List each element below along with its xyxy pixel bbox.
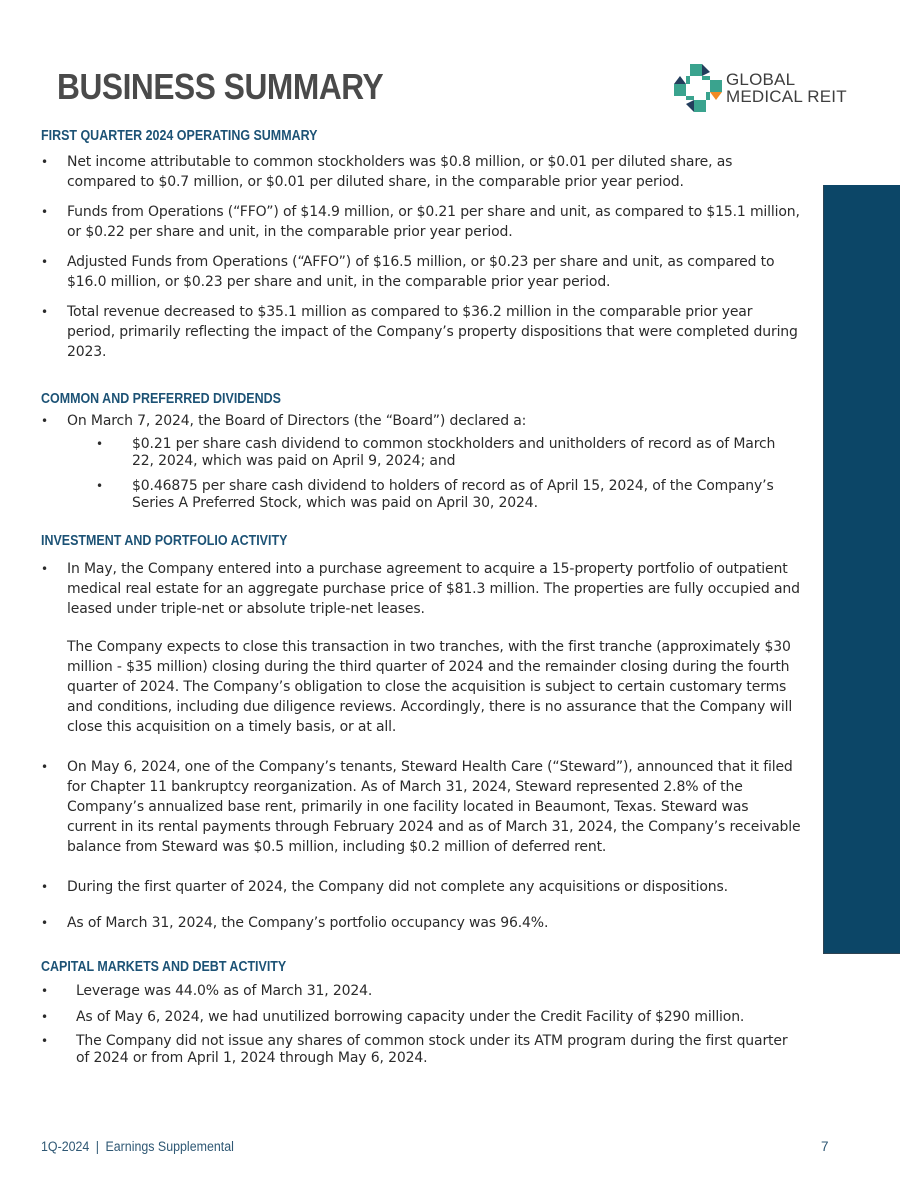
bullet-item: • Funds from Operations (“FFO”) of $14.9 million, or $0.21 per share and unit, as compared to $15.1 million, or $0.22 per share and unit, in the comparable prior year period. xyxy=(41,202,801,242)
section-operating-summary xyxy=(41,126,801,362)
footer-period: 1Q-2024 xyxy=(41,1139,90,1154)
page-footer xyxy=(41,1139,234,1154)
section-dividends xyxy=(41,389,801,512)
section-heading: INVESTMENT AND PORTFOLIO ACTIVITY xyxy=(41,533,288,549)
section-heading: COMMON AND PREFERRED DIVIDENDS xyxy=(41,391,281,407)
bullet-item: • On March 7, 2024, the Board of Directors (the “Board”) declared a: xyxy=(41,411,801,431)
sub-bullet-item: • $0.21 per share cash dividend to common stockholders and unitholders of record as of March 22, 2024, which was paid on April 9, 2024; and xyxy=(41,436,801,470)
document-body xyxy=(41,126,801,1067)
page-number: 7 xyxy=(821,1139,829,1154)
section-heading: CAPITAL MARKETS AND DEBT ACTIVITY xyxy=(41,959,287,975)
side-accent-block xyxy=(823,185,900,954)
bullet-continuation: The Company expects to close this transaction in two tranches, with the first tranche (approximately $30 million - $35 million) closing during the third quarter of 2024 and the remainder closing during the fourth quarter of 2024. The Company’s obligation to close the acquisition is subject to certain customary terms and conditions, including due diligence reviews. Accordingly, there is no assurance that the Company will close this acquisition on a timely basis, or at all. xyxy=(67,639,793,735)
logo-wordmark xyxy=(726,71,847,105)
bullet-item: • As of March 31, 2024, the Company’s portfolio occupancy was 96.4%. xyxy=(41,913,801,933)
bullet-item: • Total revenue decreased to $35.1 million as compared to $36.2 million in the comparable prior year period, primarily reflecting the impact of the Company’s property dispositions that were completed during 2023. xyxy=(41,302,801,362)
footer-label: Earnings Supplemental xyxy=(105,1139,234,1154)
bullet-item: • The Company did not issue any shares of common stock under its ATM program during the first quarter of 2024 or from April 1, 2024 through May 6, 2024. xyxy=(41,1033,801,1067)
page-title: BUSINESS SUMMARY xyxy=(57,66,384,107)
sub-bullet-item: • $0.46875 per share cash dividend to holders of record as of April 15, 2024, of the Company’s Series A Preferred Stock, which was paid on April 30, 2024. xyxy=(41,478,801,512)
footer-separator: | xyxy=(95,1139,100,1154)
bullet-item: • Adjusted Funds from Operations (“AFFO”) of $16.5 million, or $0.23 per share and unit, as compared to $16.0 million, or $0.23 per share and unit, in the comparable prior year period. xyxy=(41,252,801,292)
global-medical-reit-cross-logo-icon xyxy=(672,62,724,114)
section-capital-markets xyxy=(41,957,801,1067)
bullet-item: • As of May 6, 2024, we had unutilized borrowing capacity under the Credit Facility of $290 million. xyxy=(41,1007,801,1027)
logo-line-2: MEDICAL REIT xyxy=(726,87,847,106)
company-logo xyxy=(672,62,847,116)
bullet-item: • Leverage was 44.0% as of March 31, 2024. xyxy=(41,981,801,1001)
bullet-item: • Net income attributable to common stockholders was $0.8 million, or $0.01 per diluted share, as compared to $0.7 million, or $0.01 per diluted share, in the comparable prior year period. xyxy=(41,152,801,192)
section-heading: FIRST QUARTER 2024 OPERATING SUMMARY xyxy=(41,128,318,144)
bullet-item: • During the first quarter of 2024, the Company did not complete any acquisitions or dispositions. xyxy=(41,877,801,897)
section-investment-activity xyxy=(41,531,801,933)
bullet-item: • In May, the Company entered into a purchase agreement to acquire a 15-property portfolio of outpatient medical real estate for an aggregate purchase price of $81.3 million. The properties are fully occupied and leased under triple-net or absolute triple-net leases. xyxy=(41,559,801,619)
logo-line-1: GLOBAL xyxy=(726,70,796,89)
bullet-item: • On May 6, 2024, one of the Company’s tenants, Steward Health Care (“Steward”), announced that it filed for Chapter 11 bankruptcy reorganization. As of March 31, 2024, Steward represented 2.8% of the Company’s annualized base rent, primarily in one facility located in Beaumont, Texas. Steward was current in its rental payments through February 2024 and as of March 31, 2024, the Company’s receivable balance from Steward was $0.5 million, including $0.2 million of deferred rent. xyxy=(41,757,801,857)
